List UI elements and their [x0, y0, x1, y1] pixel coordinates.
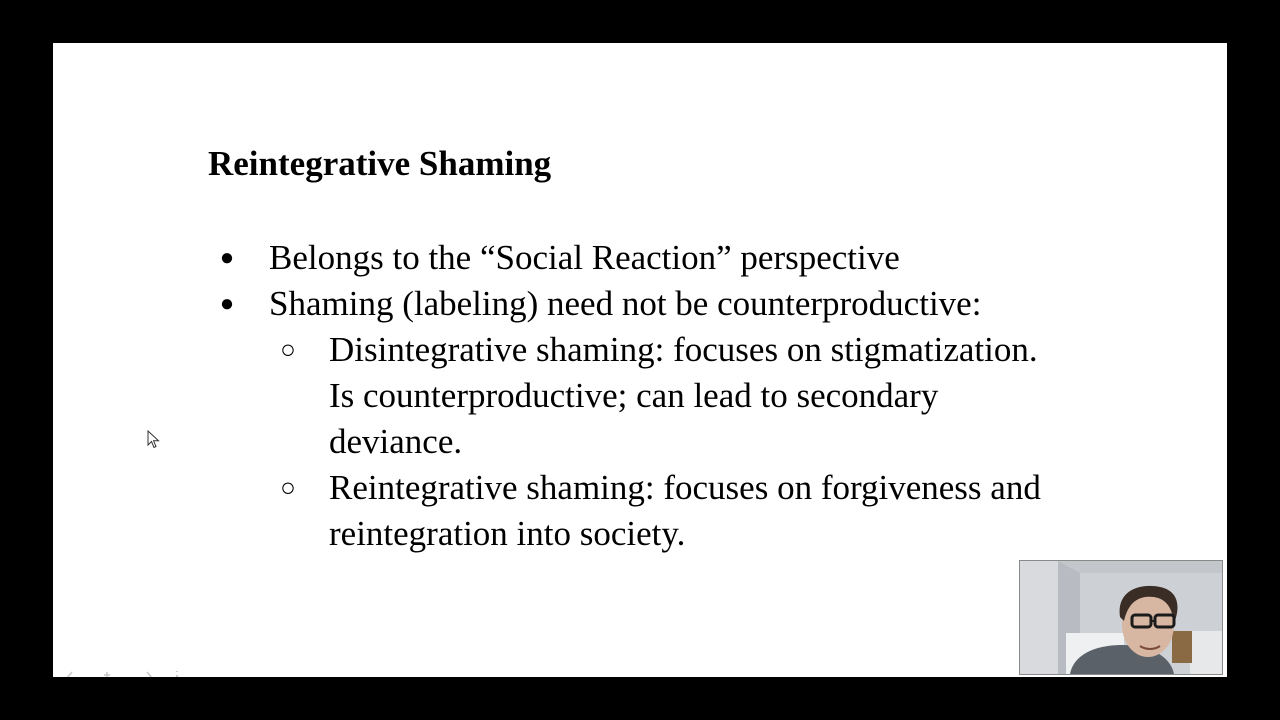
presenter-webcam: [1019, 560, 1223, 675]
sub-bullet-text: Disintegrative shaming: focuses on stigmatization. Is counterproductive; can lead to secondary deviance.: [329, 330, 1038, 461]
mouse-cursor-icon: [147, 430, 161, 450]
bullet-item: [208, 235, 1108, 281]
sub-bullet-item: [208, 327, 1059, 465]
bullet-list: [208, 235, 1108, 557]
sub-bullet-icon: ○: [280, 335, 296, 364]
sub-bullet-item: [208, 465, 1059, 557]
sub-bullet-text: Reintegrative shaming: focuses on forgiveness and reintegration into society.: [329, 468, 1041, 553]
bullet-icon: ●: [219, 291, 235, 317]
slide-title: Reintegrative Shaming: [208, 144, 552, 183]
sub-bullet-icon: ○: [280, 473, 296, 502]
bullet-icon: ●: [219, 245, 235, 271]
slide-nav-icons: [59, 666, 189, 677]
bullet-text: Shaming (labeling) need not be counterproductive:: [269, 284, 982, 323]
slide-nav-controls[interactable]: [53, 662, 199, 677]
bullet-item: [208, 281, 1108, 327]
presenter-video-icon: [1020, 561, 1222, 674]
bullet-text: Belongs to the “Social Reaction” perspective: [269, 238, 900, 277]
